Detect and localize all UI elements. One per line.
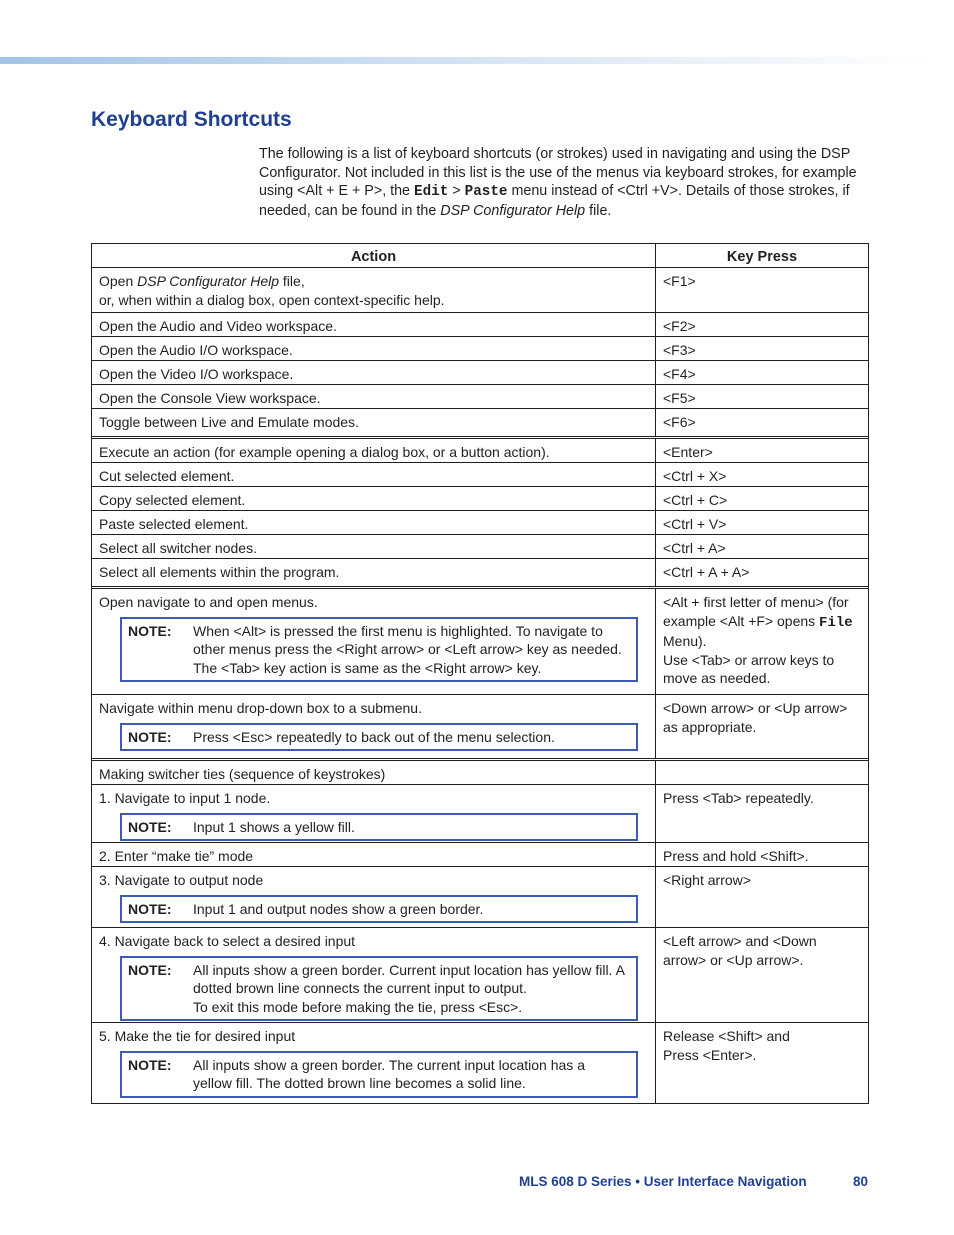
table-row: [92, 761, 868, 785]
action-text: or, when within a dialog box, open context-specific help.: [99, 291, 445, 308]
key-cell: <Enter>: [663, 444, 713, 460]
note-box: [120, 813, 638, 842]
intro-paragraph: [259, 145, 869, 220]
action-cell: [92, 785, 656, 842]
action-cell: Cut selected element.: [92, 463, 656, 486]
intro-text-1: The following is a list of keyboard shortcuts (or strokes) used in navigating and using the DSP Configurator. Not included in this list is the use of the menus via keyboard strokes, for example using <Alt + E + P>, the: [259, 146, 857, 199]
note-box: [120, 1051, 638, 1098]
intro-text-3: file.: [585, 202, 612, 219]
note-text: [193, 961, 626, 1017]
note-label: NOTE:: [128, 622, 172, 639]
table-row: [92, 589, 868, 695]
note-text-line: To exit this mode before making the tie, press <Esc>.: [193, 998, 523, 1015]
table-row: [92, 313, 868, 337]
table-row: [92, 843, 868, 867]
table-row: [92, 511, 868, 535]
action-cell: Open the Audio I/O workspace.: [92, 337, 656, 360]
action-cell: [92, 867, 656, 927]
key-text: Press <Enter>.: [663, 1046, 757, 1063]
intro-text-2: menu instead of <Ctrl +V>. Details of those strokes, if needed, can be found in the: [259, 183, 850, 219]
shortcuts-table: [91, 243, 869, 1104]
key-text: Release <Shift> and: [663, 1028, 790, 1044]
action-cell: Select all switcher nodes.: [92, 535, 656, 558]
action-text: . Navigate to output node: [106, 872, 264, 888]
action-text: . Navigate to input 1 node.: [106, 790, 271, 806]
header-key-press: Key Press: [726, 249, 798, 265]
action-text: . Navigate back to select a desired input: [106, 933, 356, 949]
note-text-line: All inputs show a green border. Current input location has yellow fill. A dotted brown line connects the current input to output.: [193, 961, 625, 996]
note-label: NOTE:: [128, 961, 172, 978]
key-cell: <F3>: [663, 342, 696, 358]
intro-paste-menu: Paste: [464, 184, 508, 200]
key-cell: <Ctrl + A + A>: [663, 564, 750, 580]
note-box: [120, 895, 638, 924]
key-text: Use <Tab> or arrow keys to move as needed.: [663, 651, 835, 686]
key-cell: [656, 589, 868, 694]
table-row: [92, 439, 868, 463]
table-row: [92, 535, 868, 559]
table-row: [92, 695, 868, 761]
key-cell: <Left arrow> and <Down arrow> or <Up arrow>.: [663, 933, 817, 968]
action-text: Open: [99, 273, 138, 289]
header-gradient-bar: [0, 57, 930, 64]
note-label: NOTE:: [128, 818, 172, 835]
table-row: [92, 785, 868, 843]
table-row: [92, 337, 868, 361]
note-box: [120, 723, 638, 752]
action-cell: Paste selected element.: [92, 511, 656, 534]
note-box: [120, 617, 638, 683]
table-row: [92, 559, 868, 589]
action-text: Open navigate to and open menus.: [99, 594, 318, 610]
key-cell: <Right arrow>: [663, 872, 751, 888]
action-cell: Open the Video I/O workspace.: [92, 361, 656, 384]
action-cell: [92, 843, 656, 866]
key-cell: <Ctrl + X>: [663, 468, 727, 484]
page-title: Keyboard Shortcuts: [91, 108, 292, 131]
action-text: file,: [279, 273, 305, 289]
table-row: [92, 409, 868, 439]
action-cell: [92, 695, 656, 758]
section-heading-cell: Making switcher ties (sequence of keystrokes): [92, 761, 656, 784]
action-cell: Open the Audio and Video workspace.: [92, 313, 656, 336]
page-number: 80: [853, 1174, 869, 1189]
key-cell: Press <Tab> repeatedly.: [663, 790, 814, 806]
step-line: [99, 871, 648, 890]
table-row: [92, 385, 868, 409]
action-cell: [92, 589, 656, 694]
action-text: Navigate within menu drop-down box to a submenu.: [99, 700, 422, 716]
action-cell: Toggle between Live and Emulate modes.: [92, 409, 656, 436]
table-row: [92, 867, 868, 928]
table-row: [92, 361, 868, 385]
key-cell: <Down arrow> or <Up arrow> as appropriate.: [663, 700, 848, 735]
key-file-menu: File: [819, 614, 853, 631]
note-label: NOTE:: [128, 728, 172, 745]
action-cell: [92, 928, 656, 1022]
header-action: Action: [92, 244, 656, 267]
key-cell: [656, 761, 868, 784]
table-row: [92, 268, 868, 313]
key-cell: Press and hold <Shift>.: [663, 848, 809, 864]
key-text: <Alt + first letter of menu> (for example <Alt +F> opens: [663, 594, 849, 629]
action-text: . Make the tie for desired input: [106, 1028, 296, 1044]
key-cell: [656, 1023, 868, 1103]
step-line: [99, 932, 648, 951]
table-row: [92, 928, 868, 1023]
note-text: When <Alt> is pressed the first menu is highlighted. To navigate to other menus press the <Right arrow> or <Left arrow> key as needed. The <Tab> key action is same as the <Right arrow> key.: [193, 622, 622, 676]
note-text: Input 1 shows a yellow fill.: [193, 818, 355, 835]
step-number: 3: [99, 872, 107, 888]
step-number: 1: [99, 790, 107, 806]
step-number: 4: [99, 933, 107, 949]
key-text: Menu).: [663, 633, 707, 649]
note-label: NOTE:: [128, 900, 172, 917]
note-label: NOTE:: [128, 1056, 172, 1073]
note-text: Press <Esc> repeatedly to back out of the menu selection.: [193, 728, 555, 745]
footer-title: MLS 608 D Series • User Interface Navigation: [519, 1174, 807, 1189]
key-cell: <Ctrl + V>: [663, 516, 727, 532]
action-cell: [92, 1023, 656, 1103]
note-text: Input 1 and output nodes show a green border.: [193, 900, 484, 917]
key-cell: <F6>: [663, 414, 696, 430]
key-cell: <F2>: [663, 318, 696, 334]
table-row: [92, 463, 868, 487]
action-text: . Enter “make tie” mode: [106, 848, 254, 864]
action-help-name: DSP Configurator Help: [137, 273, 280, 289]
note-text: All inputs show a green border. The current input location has a yellow fill. The dotted brown line becomes a solid line.: [193, 1056, 585, 1091]
table-header-row: [92, 244, 868, 268]
step-number: 5: [99, 1028, 107, 1044]
action-cell: Select all elements within the program.: [92, 559, 656, 586]
key-cell: <Ctrl + A>: [663, 540, 726, 556]
table-row: [92, 487, 868, 511]
table-row: [92, 1023, 868, 1103]
key-cell: <F5>: [663, 390, 696, 406]
action-cell: Execute an action (for example opening a dialog box, or a button action).: [92, 439, 656, 462]
note-box: [120, 956, 638, 1022]
key-cell: <F4>: [663, 366, 696, 382]
intro-help-name: DSP Configurator Help: [440, 202, 586, 219]
key-cell: <Ctrl + C>: [663, 492, 728, 508]
intro-separator: >: [448, 183, 465, 199]
action-cell: Open the Console View workspace.: [92, 385, 656, 408]
step-line: [99, 1027, 648, 1046]
action-cell: [92, 268, 656, 312]
step-line: [99, 789, 648, 808]
key-cell: <F1>: [663, 273, 696, 289]
action-cell: Copy selected element.: [92, 487, 656, 510]
intro-edit-menu: Edit: [413, 184, 449, 200]
step-number: 2: [99, 848, 107, 864]
